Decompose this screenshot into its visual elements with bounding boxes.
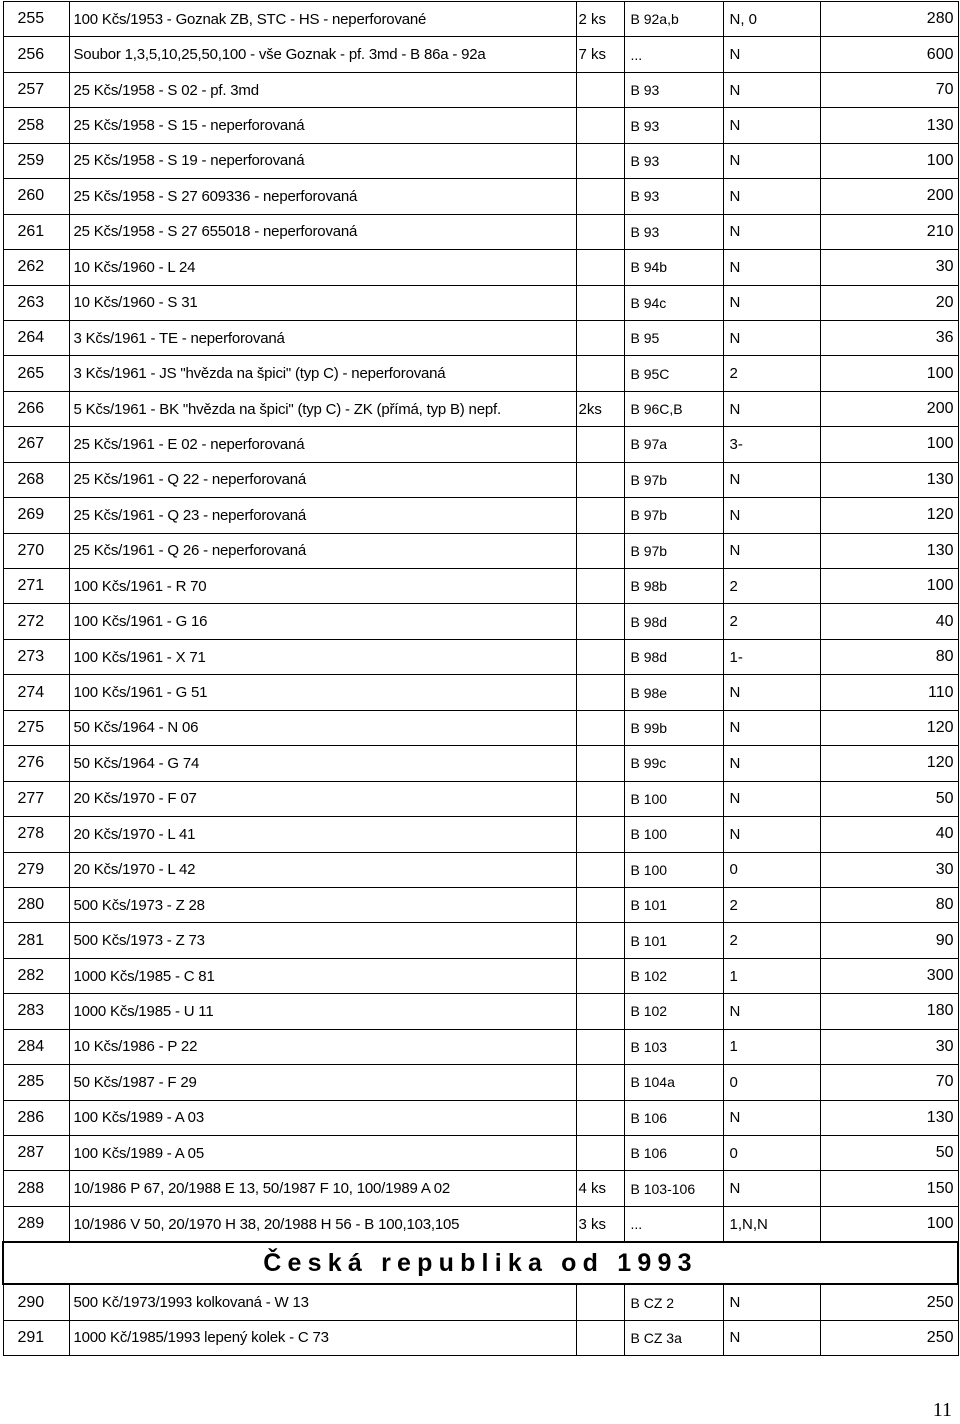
catalog-reference: B 93 — [624, 143, 723, 178]
item-price: 180 — [820, 994, 958, 1029]
item-price: 100 — [820, 427, 958, 462]
item-description: 10/1986 V 50, 20/1970 H 38, 20/1988 H 56 - B 100,103,105 — [69, 1206, 576, 1242]
table-row — [3, 1136, 958, 1171]
item-number: 265 — [3, 356, 69, 391]
item-quantity — [576, 214, 624, 249]
item-quantity — [576, 320, 624, 355]
item-quantity: 2ks — [576, 391, 624, 426]
item-number: 262 — [3, 250, 69, 285]
table-row — [3, 604, 958, 639]
catalog-reference: B 97b — [624, 533, 723, 568]
condition-grade: 1 — [723, 958, 820, 993]
item-number: 255 — [3, 2, 69, 37]
section-title: Česká republika od 1993 — [3, 1242, 958, 1284]
item-description: 100 Kčs/1953 - Goznak ZB, STC - HS - neperforované — [69, 2, 576, 37]
item-description: 25 Kčs/1961 - Q 23 - neperforovaná — [69, 498, 576, 533]
item-quantity — [576, 356, 624, 391]
catalog-reference: B 102 — [624, 994, 723, 1029]
item-number: 275 — [3, 710, 69, 745]
catalog-reference: B 92a,b — [624, 2, 723, 37]
table-row — [3, 569, 958, 604]
table-row — [3, 391, 958, 426]
catalog-reference: B 98d — [624, 604, 723, 639]
table-row — [3, 498, 958, 533]
table-row — [3, 356, 958, 391]
table-row — [3, 143, 958, 178]
item-price: 200 — [820, 179, 958, 214]
item-number: 288 — [3, 1171, 69, 1206]
item-quantity: 7 ks — [576, 37, 624, 72]
item-quantity — [576, 675, 624, 710]
condition-grade: N — [723, 72, 820, 107]
item-price: 130 — [820, 108, 958, 143]
item-number: 287 — [3, 1136, 69, 1171]
condition-grade: 2 — [723, 887, 820, 922]
table-row — [3, 1171, 958, 1206]
catalog-table — [2, 1, 959, 1356]
item-description: 10 Kčs/1960 - L 24 — [69, 250, 576, 285]
catalog-reference: B 98e — [624, 675, 723, 710]
item-description: 100 Kčs/1961 - G 16 — [69, 604, 576, 639]
table-row — [3, 179, 958, 214]
table-row — [3, 1284, 958, 1320]
table-row — [3, 2, 958, 37]
condition-grade: 2 — [723, 356, 820, 391]
item-number: 281 — [3, 923, 69, 958]
catalog-reference: B 97b — [624, 462, 723, 497]
item-description: 25 Kčs/1961 - E 02 - neperforovaná — [69, 427, 576, 462]
item-quantity — [576, 1284, 624, 1320]
catalog-reference: B 101 — [624, 923, 723, 958]
item-quantity: 2 ks — [576, 2, 624, 37]
item-description: 50 Kčs/1964 - N 06 — [69, 710, 576, 745]
table-row — [3, 958, 958, 993]
item-quantity — [576, 781, 624, 816]
item-number: 266 — [3, 391, 69, 426]
condition-grade: N — [723, 320, 820, 355]
catalog-reference: B 93 — [624, 214, 723, 249]
item-quantity — [576, 285, 624, 320]
item-price: 120 — [820, 710, 958, 745]
item-description: 10/1986 P 67, 20/1988 E 13, 50/1987 F 10, 100/1989 A 02 — [69, 1171, 576, 1206]
table-row — [3, 320, 958, 355]
item-description: 3 Kčs/1961 - TE - neperforovaná — [69, 320, 576, 355]
item-price: 50 — [820, 781, 958, 816]
item-quantity — [576, 1065, 624, 1100]
item-price: 30 — [820, 852, 958, 887]
condition-grade: N — [723, 533, 820, 568]
table-row — [3, 675, 958, 710]
table-row — [3, 923, 958, 958]
item-price: 300 — [820, 958, 958, 993]
catalog-reference: B 106 — [624, 1136, 723, 1171]
item-price: 100 — [820, 569, 958, 604]
item-description: 1000 Kčs/1985 - U 11 — [69, 994, 576, 1029]
item-description: 25 Kčs/1958 - S 02 - pf. 3md — [69, 72, 576, 107]
table-row — [3, 1065, 958, 1100]
item-price: 600 — [820, 37, 958, 72]
item-quantity — [576, 994, 624, 1029]
condition-grade: 0 — [723, 1136, 820, 1171]
item-number: 268 — [3, 462, 69, 497]
item-description: 25 Kčs/1958 - S 27 609336 - neperforovaná — [69, 179, 576, 214]
condition-grade: N — [723, 143, 820, 178]
item-number: 271 — [3, 569, 69, 604]
item-number: 258 — [3, 108, 69, 143]
item-quantity: 3 ks — [576, 1206, 624, 1242]
item-quantity — [576, 498, 624, 533]
item-price: 90 — [820, 923, 958, 958]
item-description: 3 Kčs/1961 - JS "hvězda na špici" (typ C) - neperforovaná — [69, 356, 576, 391]
condition-grade: N — [723, 498, 820, 533]
item-quantity — [576, 710, 624, 745]
condition-grade: 0 — [723, 1065, 820, 1100]
item-price: 110 — [820, 675, 958, 710]
condition-grade: 1 — [723, 1029, 820, 1064]
item-quantity — [576, 887, 624, 922]
item-number: 261 — [3, 214, 69, 249]
item-description: 500 Kčs/1973 - Z 28 — [69, 887, 576, 922]
item-number: 282 — [3, 958, 69, 993]
item-quantity — [576, 533, 624, 568]
item-price: 80 — [820, 887, 958, 922]
catalog-reference: B 94b — [624, 250, 723, 285]
item-price: 150 — [820, 1171, 958, 1206]
item-price: 130 — [820, 1100, 958, 1135]
catalog-reference: B 96C,B — [624, 391, 723, 426]
item-description: 500 Kčs/1973 - Z 73 — [69, 923, 576, 958]
item-number: 283 — [3, 994, 69, 1029]
catalog-reference: B CZ 3a — [624, 1320, 723, 1355]
catalog-reference: B 101 — [624, 887, 723, 922]
catalog-reference: B 103 — [624, 1029, 723, 1064]
item-quantity — [576, 179, 624, 214]
item-price: 280 — [820, 2, 958, 37]
table-row — [3, 994, 958, 1029]
condition-grade: N, 0 — [723, 2, 820, 37]
catalog-reference: ... — [624, 37, 723, 72]
item-quantity — [576, 604, 624, 639]
catalog-reference: B 100 — [624, 781, 723, 816]
item-description: Soubor 1,3,5,10,25,50,100 - vše Goznak - pf. 3md - B 86a - 92a — [69, 37, 576, 72]
item-quantity — [576, 852, 624, 887]
table-row — [3, 250, 958, 285]
item-number: 270 — [3, 533, 69, 568]
item-quantity — [576, 639, 624, 674]
item-price: 100 — [820, 1206, 958, 1242]
item-price: 210 — [820, 214, 958, 249]
table-row — [3, 710, 958, 745]
section-header — [3, 1242, 958, 1284]
condition-grade: N — [723, 781, 820, 816]
item-description: 25 Kčs/1958 - S 19 - neperforovaná — [69, 143, 576, 178]
table-row — [3, 817, 958, 852]
item-number: 257 — [3, 72, 69, 107]
item-description: 20 Kčs/1970 - F 07 — [69, 781, 576, 816]
catalog-reference: ... — [624, 1206, 723, 1242]
item-price: 50 — [820, 1136, 958, 1171]
item-quantity — [576, 923, 624, 958]
item-number: 263 — [3, 285, 69, 320]
condition-grade: N — [723, 746, 820, 781]
table-row — [3, 72, 958, 107]
item-description: 500 Kč/1973/1993 kolkovaná - W 13 — [69, 1284, 576, 1320]
item-number: 290 — [3, 1284, 69, 1320]
table-row — [3, 533, 958, 568]
condition-grade: 0 — [723, 852, 820, 887]
item-price: 120 — [820, 746, 958, 781]
item-price: 200 — [820, 391, 958, 426]
table-row — [3, 214, 958, 249]
item-description: 100 Kčs/1961 - G 51 — [69, 675, 576, 710]
catalog-reference: B 103-106 — [624, 1171, 723, 1206]
item-price: 70 — [820, 72, 958, 107]
condition-grade: 1,N,N — [723, 1206, 820, 1242]
catalog-body-top — [3, 2, 958, 1243]
catalog-reference: B 97a — [624, 427, 723, 462]
item-price: 20 — [820, 285, 958, 320]
condition-grade: N — [723, 108, 820, 143]
item-number: 284 — [3, 1029, 69, 1064]
item-price: 80 — [820, 639, 958, 674]
catalog-reference: B CZ 2 — [624, 1284, 723, 1320]
condition-grade: 2 — [723, 604, 820, 639]
item-quantity — [576, 1320, 624, 1355]
item-description: 50 Kčs/1987 - F 29 — [69, 1065, 576, 1100]
condition-grade: 2 — [723, 923, 820, 958]
catalog-reference: B 102 — [624, 958, 723, 993]
item-number: 285 — [3, 1065, 69, 1100]
item-description: 10 Kčs/1960 - S 31 — [69, 285, 576, 320]
item-price: 40 — [820, 604, 958, 639]
item-price: 30 — [820, 250, 958, 285]
catalog-reference: B 97b — [624, 498, 723, 533]
condition-grade: N — [723, 179, 820, 214]
item-description: 25 Kčs/1958 - S 15 - neperforovaná — [69, 108, 576, 143]
condition-grade: N — [723, 391, 820, 426]
catalog-reference: B 95 — [624, 320, 723, 355]
item-price: 30 — [820, 1029, 958, 1064]
section-row — [3, 1242, 958, 1284]
item-quantity — [576, 1100, 624, 1135]
catalog-body-bottom — [3, 1284, 958, 1355]
condition-grade: N — [723, 710, 820, 745]
condition-grade: N — [723, 1284, 820, 1320]
table-row — [3, 746, 958, 781]
item-quantity — [576, 250, 624, 285]
item-quantity — [576, 427, 624, 462]
catalog-reference: B 98b — [624, 569, 723, 604]
item-price: 130 — [820, 462, 958, 497]
condition-grade: N — [723, 37, 820, 72]
condition-grade: N — [723, 675, 820, 710]
table-row — [3, 1100, 958, 1135]
table-row — [3, 1206, 958, 1242]
catalog-reference: B 104a — [624, 1065, 723, 1100]
table-row — [3, 639, 958, 674]
item-quantity — [576, 1136, 624, 1171]
item-description: 25 Kčs/1961 - Q 22 - neperforovaná — [69, 462, 576, 497]
item-quantity — [576, 817, 624, 852]
condition-grade: N — [723, 994, 820, 1029]
table-row — [3, 285, 958, 320]
item-description: 1000 Kčs/1985 - C 81 — [69, 958, 576, 993]
item-price: 100 — [820, 143, 958, 178]
item-quantity — [576, 108, 624, 143]
condition-grade: N — [723, 462, 820, 497]
catalog-reference: B 95C — [624, 356, 723, 391]
catalog-reference: B 93 — [624, 179, 723, 214]
table-row — [3, 1029, 958, 1064]
item-quantity — [576, 462, 624, 497]
item-quantity: 4 ks — [576, 1171, 624, 1206]
item-description: 100 Kčs/1989 - A 03 — [69, 1100, 576, 1135]
table-row — [3, 108, 958, 143]
table-row — [3, 781, 958, 816]
item-description: 25 Kčs/1958 - S 27 655018 - neperforovaná — [69, 214, 576, 249]
item-number: 276 — [3, 746, 69, 781]
condition-grade: N — [723, 1171, 820, 1206]
condition-grade: 2 — [723, 569, 820, 604]
item-quantity — [576, 569, 624, 604]
condition-grade: N — [723, 214, 820, 249]
item-description: 20 Kčs/1970 - L 41 — [69, 817, 576, 852]
item-description: 50 Kčs/1964 - G 74 — [69, 746, 576, 781]
table-row — [3, 37, 958, 72]
catalog-reference: B 93 — [624, 72, 723, 107]
item-description: 100 Kčs/1961 - R 70 — [69, 569, 576, 604]
item-description: 5 Kčs/1961 - BK "hvězda na špici" (typ C) - ZK (přímá, typ B) nepf. — [69, 391, 576, 426]
catalog-reference: B 106 — [624, 1100, 723, 1135]
item-number: 277 — [3, 781, 69, 816]
condition-grade: 1- — [723, 639, 820, 674]
catalog-reference: B 99c — [624, 746, 723, 781]
catalog-reference: B 98d — [624, 639, 723, 674]
item-quantity — [576, 1029, 624, 1064]
item-number: 264 — [3, 320, 69, 355]
item-number: 279 — [3, 852, 69, 887]
item-description: 100 Kčs/1989 - A 05 — [69, 1136, 576, 1171]
item-number: 260 — [3, 179, 69, 214]
item-number: 289 — [3, 1206, 69, 1242]
item-number: 269 — [3, 498, 69, 533]
catalog-reference: B 99b — [624, 710, 723, 745]
item-quantity — [576, 746, 624, 781]
item-description: 10 Kčs/1986 - P 22 — [69, 1029, 576, 1064]
table-row — [3, 887, 958, 922]
item-description: 1000 Kč/1985/1993 lepený kolek - C 73 — [69, 1320, 576, 1355]
item-quantity — [576, 958, 624, 993]
table-row — [3, 1320, 958, 1355]
table-row — [3, 852, 958, 887]
item-number: 267 — [3, 427, 69, 462]
item-price: 250 — [820, 1284, 958, 1320]
condition-grade: N — [723, 1320, 820, 1355]
item-description: 20 Kčs/1970 - L 42 — [69, 852, 576, 887]
item-price: 250 — [820, 1320, 958, 1355]
catalog-reference: B 100 — [624, 852, 723, 887]
item-quantity — [576, 143, 624, 178]
item-number: 259 — [3, 143, 69, 178]
item-price: 70 — [820, 1065, 958, 1100]
item-number: 280 — [3, 887, 69, 922]
table-row — [3, 427, 958, 462]
item-number: 286 — [3, 1100, 69, 1135]
item-price: 36 — [820, 320, 958, 355]
item-price: 120 — [820, 498, 958, 533]
item-price: 130 — [820, 533, 958, 568]
item-quantity — [576, 72, 624, 107]
item-number: 273 — [3, 639, 69, 674]
item-number: 278 — [3, 817, 69, 852]
item-description: 25 Kčs/1961 - Q 26 - neperforovaná — [69, 533, 576, 568]
condition-grade: N — [723, 250, 820, 285]
item-number: 274 — [3, 675, 69, 710]
condition-grade: N — [723, 1100, 820, 1135]
item-price: 40 — [820, 817, 958, 852]
page-number: 11 — [932, 1399, 952, 1421]
item-number: 291 — [3, 1320, 69, 1355]
item-description: 100 Kčs/1961 - X 71 — [69, 639, 576, 674]
table-row — [3, 462, 958, 497]
item-number: 272 — [3, 604, 69, 639]
catalog-reference: B 100 — [624, 817, 723, 852]
condition-grade: 3- — [723, 427, 820, 462]
item-price: 100 — [820, 356, 958, 391]
condition-grade: N — [723, 817, 820, 852]
catalog-reference: B 93 — [624, 108, 723, 143]
item-number: 256 — [3, 37, 69, 72]
catalog-reference: B 94c — [624, 285, 723, 320]
condition-grade: N — [723, 285, 820, 320]
